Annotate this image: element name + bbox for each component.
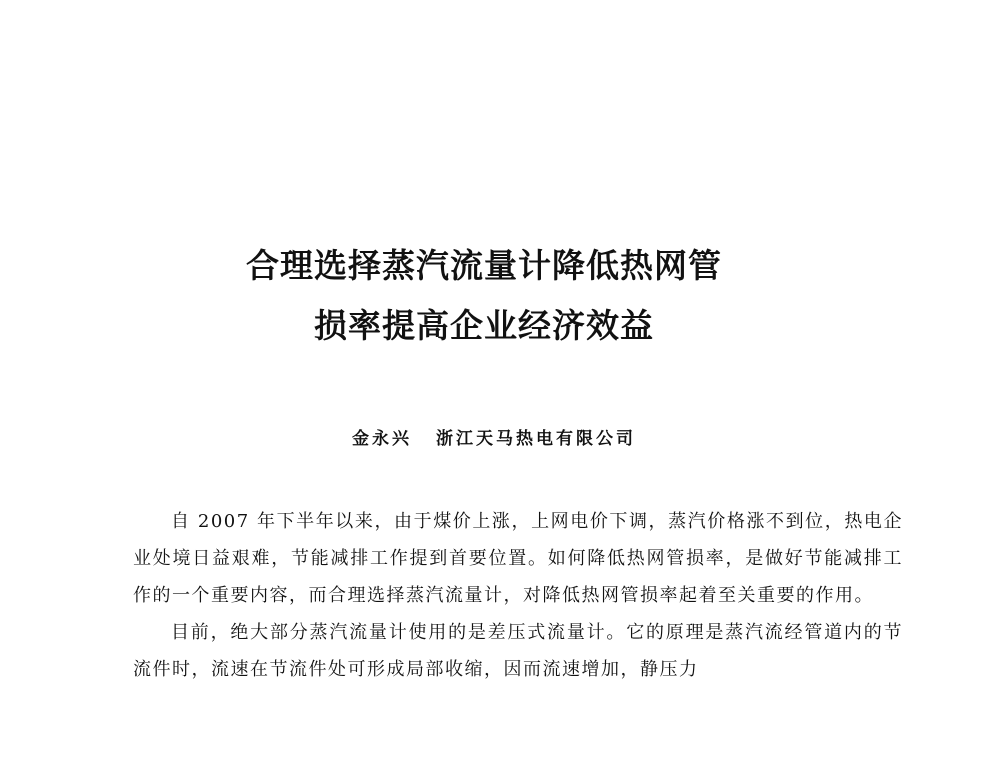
author-name: 金永兴: [352, 429, 412, 449]
byline: [352, 424, 636, 449]
author-affiliation: 浙江天马热电有限公司: [436, 429, 636, 449]
body-paragraph-1: 自 2007 年下半年以来，由于煤价上涨，上网电价下调，蒸汽价格涨不到位，热电企业处境日益艰难，节能减排工作提到首要位置。如何降低热网管损率，是做好节能减排工作的一个重要内容，而合理选择蒸汽流量计，对降低热网管损率起着至关重要的作用。: [133, 511, 903, 606]
article-title-line-1: 合理选择蒸汽流量计降低热网管: [246, 246, 722, 285]
article-body: [133, 503, 903, 688]
article-title-line-2: 损率提高企业经济效益: [314, 306, 654, 345]
body-paragraph-2: 目前，绝大部分蒸汽流量计使用的是差压式流量计。它的原理是蒸汽流经管道内的节流件时，流速在节流件处可形成局部收缩，因而流速增加，静压力: [133, 622, 903, 680]
